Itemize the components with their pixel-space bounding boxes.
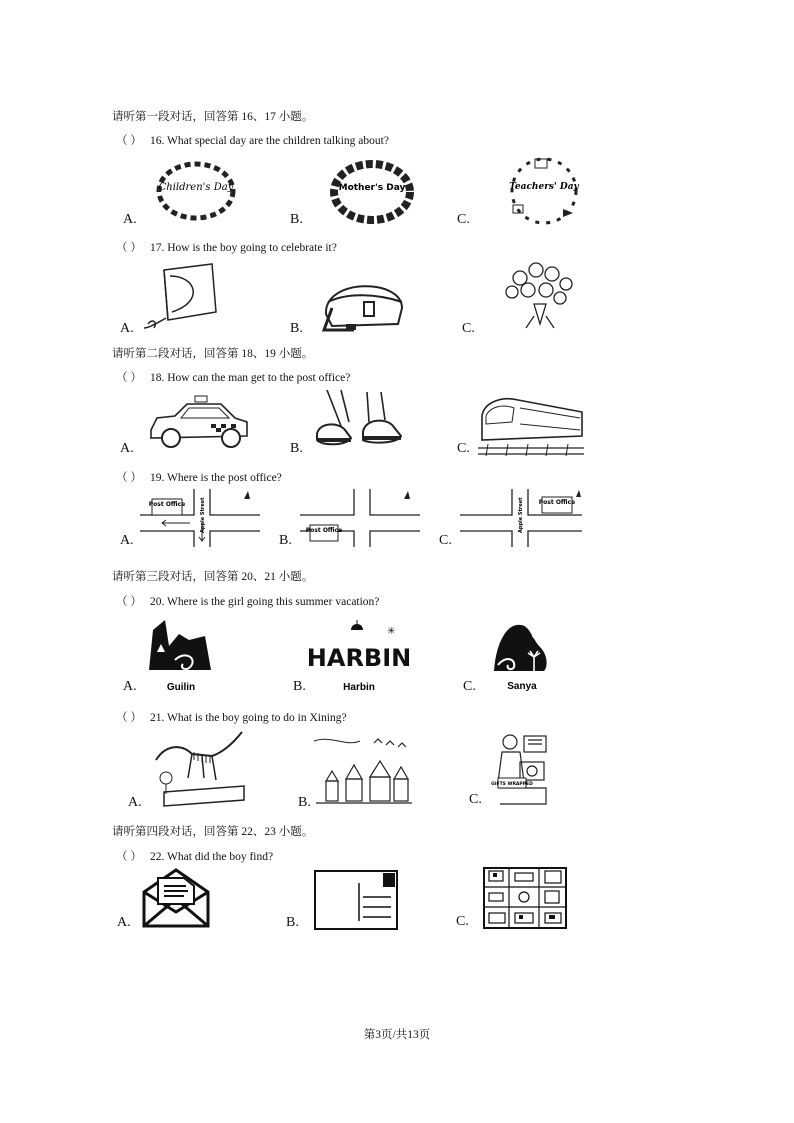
flowers-picture[interactable] [500, 260, 580, 334]
page-number-footer: 第3页/共13页 [363, 1029, 431, 1041]
option-c-label: C. [439, 533, 452, 548]
teachers-day-caption: Teachers' Day [509, 182, 579, 192]
answer-blank[interactable]: （ ） [116, 712, 142, 724]
question-22 [116, 848, 273, 864]
answer-blank[interactable]: （ ） [116, 472, 142, 484]
question-22-text: 22. What did the boy find? [150, 851, 274, 863]
question-18 [116, 369, 350, 385]
option-b-label: B. [290, 212, 303, 227]
section-heading-1: 请听第一段对话，回答第 16、17 小题。 [112, 111, 314, 123]
option-a-label: A. [120, 533, 134, 548]
section-heading-3: 请听第三段对话，回答第 20、21 小题。 [112, 571, 314, 583]
option-b-label: B. [293, 679, 306, 694]
question-17 [116, 239, 337, 255]
section-heading-2: 请听第二段对话，回答第 18、19 小题。 [112, 348, 314, 360]
question-20-text: 20. Where is the girl going this summer vacation? [150, 596, 380, 608]
question-21-text: 21. What is the boy going to do in Xining? [150, 712, 347, 724]
map-option-c[interactable] [460, 489, 582, 547]
answer-blank[interactable]: （ ） [116, 372, 142, 384]
question-18-text: 18. How can the man get to the post office? [150, 372, 351, 384]
harbin-art-text: HARBIN [306, 644, 412, 672]
answer-blank[interactable]: （ ） [116, 242, 142, 254]
option-c-label: C. [463, 679, 476, 694]
option-b-label: B. [286, 915, 299, 930]
question-16 [116, 132, 389, 148]
question-21 [116, 709, 347, 725]
childrens-day-caption: Children's Day [158, 182, 234, 193]
post-office-label: Post Office [148, 501, 186, 508]
teachers-day-picture[interactable] [505, 155, 583, 227]
option-c-label: C. [457, 441, 470, 456]
option-b-label: B. [279, 533, 292, 548]
mothers-day-caption: Mother's Day [338, 183, 406, 193]
option-c-label: C. [469, 792, 482, 807]
answer-blank[interactable]: （ ） [116, 596, 142, 608]
card-picture[interactable] [142, 262, 222, 334]
post-office-label: Post Office [538, 499, 576, 506]
option-a-label: A. [128, 795, 142, 810]
sanya-caption: Sanya [507, 681, 537, 692]
guilin-caption: Guilin [166, 682, 196, 693]
apple-street-label: Apple Street [518, 497, 524, 533]
map-picture[interactable] [483, 867, 567, 929]
harbin-caption: Harbin [343, 682, 375, 693]
bag-picture[interactable] [318, 272, 408, 334]
section-heading-4: 请听第四段对话，回答第 22、23 小题。 [112, 826, 314, 838]
map-option-b[interactable] [300, 489, 420, 547]
mothers-day-picture[interactable] [330, 160, 414, 224]
option-b-label: B. [298, 795, 311, 810]
train-picture[interactable] [478, 394, 584, 456]
apple-street-label: Apple Street [200, 497, 206, 533]
option-c-label: C. [462, 321, 475, 336]
option-c-label: C. [456, 914, 469, 929]
question-20 [116, 593, 379, 609]
shopping-picture[interactable] [490, 732, 552, 808]
childrens-day-picture[interactable] [155, 160, 237, 222]
map-option-a[interactable] [140, 489, 260, 547]
answer-blank[interactable]: （ ） [116, 851, 142, 863]
question-19 [116, 469, 282, 485]
sanya-picture[interactable] [490, 617, 554, 695]
gifts-wrapped-sign: GIFTS WRAPPED [491, 782, 533, 787]
letter-envelope-picture[interactable] [140, 868, 212, 930]
taxi-picture[interactable] [147, 394, 251, 454]
question-16-text: 16. What special day are the children talking about? [150, 135, 389, 147]
question-17-text: 17. How is the boy going to celebrate it? [150, 242, 337, 254]
option-b-label: B. [290, 321, 303, 336]
guilin-picture[interactable] [145, 616, 217, 694]
harbin-picture[interactable] [306, 620, 412, 694]
option-c-label: C. [457, 212, 470, 227]
option-a-label: A. [123, 679, 137, 694]
option-a-label: A. [120, 441, 134, 456]
postcard-picture[interactable] [313, 869, 399, 931]
option-a-label: A. [123, 212, 137, 227]
post-office-label: Post Office [305, 527, 343, 534]
svg-text:✳: ✳ [387, 626, 396, 637]
option-a-label: A. [120, 321, 134, 336]
temple-picture[interactable] [312, 733, 416, 809]
walking-picture[interactable] [307, 388, 407, 452]
option-a-label: A. [117, 915, 131, 930]
option-b-label: B. [290, 441, 303, 456]
dinosaur-museum-picture[interactable] [152, 730, 248, 808]
question-19-text: 19. Where is the post office? [150, 472, 282, 484]
answer-blank[interactable]: （ ） [116, 135, 142, 147]
